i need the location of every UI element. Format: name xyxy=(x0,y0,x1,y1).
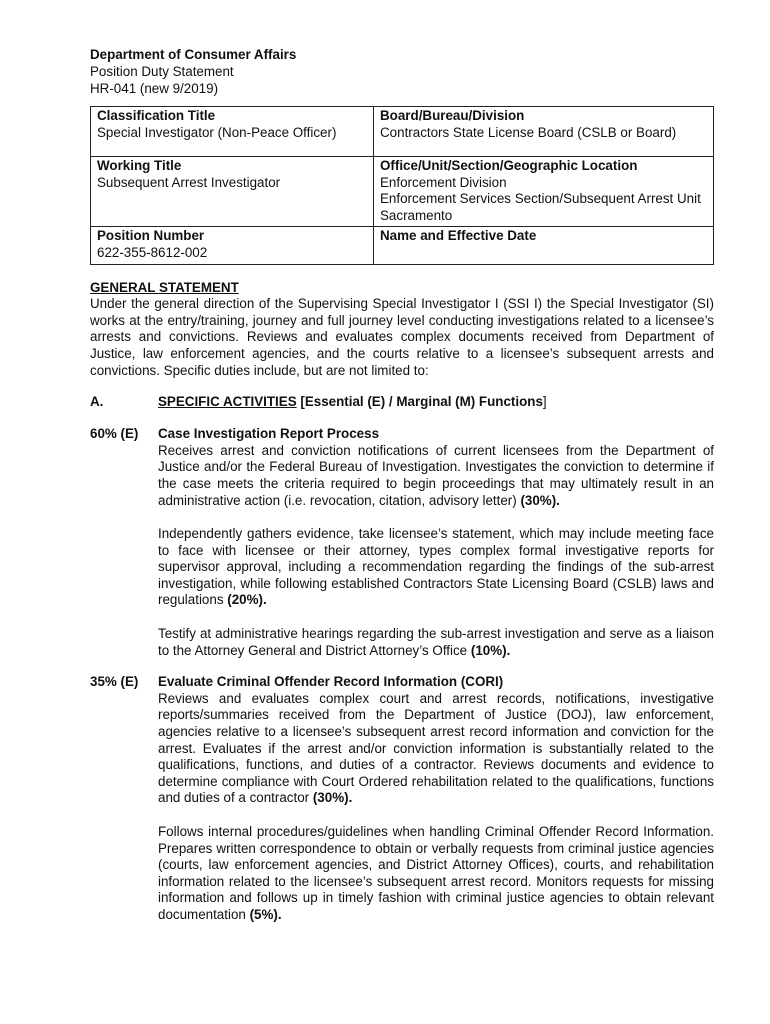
duty-paragraph-percent: (30%). xyxy=(520,492,560,508)
duty-paragraph-text: Testify at administrative hearings regarding the sub-arrest investigation and serve as a liaison to the Attorney General and District Attorney’s Office xyxy=(158,626,714,658)
position-number-value: 622-355-8612-002 xyxy=(97,244,208,260)
duty-paragraph xyxy=(158,824,714,924)
duty-statement-page xyxy=(90,46,714,924)
duty-percent: 35% (E) xyxy=(90,674,139,690)
general-statement-text: Under the general direction of the Supervising Special Investigator I (SSI I) the Special Investigator (SI) works at the entry/training, journey and full journey level conducting investigations related to a licensee’s arrests and convictions. Reviews and evaluates complex documents received from Department of Justice, law enforcement agencies, and the courts relative to a licensee’s subsequent arrests and convictions. Specific duties include, but are not limited to: xyxy=(90,296,714,378)
duty-paragraph xyxy=(158,691,714,807)
position-number-cell xyxy=(91,227,374,264)
office-value-section: Enforcement Services Section/Subsequent Arrest Unit Sacramento xyxy=(380,191,701,223)
document-header xyxy=(90,46,714,97)
duty-paragraph-text: Reviews and evaluates complex court and arrest records, notifications, investigative reports/summaries received from the Department of Justice (DOJ), law enforcement, agencies relative to a licensee’s subsequent arrest record information and conviction for the arrest. Evaluates if the arrest and/or conviction information is substantially related to the qualifications, functions, and duties of a contractor. Reviews documents and evidence to determine compliance with Court Ordered rehabilitation related to the qualifications, functions and duties of a contractor xyxy=(158,690,714,806)
duty-paragraph-percent: (30%). xyxy=(312,790,353,806)
duty-block xyxy=(90,674,714,923)
duty-body xyxy=(158,426,714,659)
section-letter: A. xyxy=(90,394,104,410)
department-name: Department of Consumer Affairs xyxy=(90,47,297,62)
board-cell xyxy=(374,107,714,157)
document-title: Position Duty Statement xyxy=(90,64,234,79)
position-info-table xyxy=(90,106,714,265)
section-title-rest: [Essential (E) / Marginal (M) Functions xyxy=(296,394,543,410)
form-number: HR-041 (new 9/2019) xyxy=(90,81,219,96)
working-title-value: Subsequent Arrest Investigator xyxy=(97,174,281,190)
duty-paragraph xyxy=(158,626,714,659)
office-cell xyxy=(374,157,714,227)
section-title-bracket: ] xyxy=(542,394,547,410)
duty-title: Case Investigation Report Process xyxy=(158,426,380,442)
working-title-label: Working Title xyxy=(97,158,182,173)
duty-paragraph-percent: (5%). xyxy=(249,906,282,922)
classification-value: Special Investigator (Non-Peace Officer) xyxy=(97,124,337,140)
duty-paragraph-text: Receives arrest and conviction notifications of current licensees from the Department of Justice and/or the Federal Bureau of Investigation. Investigates the conviction to determine if the case meets the criteria required to begin proceedings that may ultimately result in an administrative action (i.e. revocation, citation, advisory letter) xyxy=(158,442,714,508)
board-label: Board/Bureau/Division xyxy=(380,108,525,123)
duty-block xyxy=(90,426,714,659)
section-a-heading xyxy=(90,394,714,411)
duty-paragraph-percent: (10%). xyxy=(470,642,511,658)
duty-paragraph-text: Follows internal procedures/guidelines when handling Criminal Offender Record Information. Prepares written correspondence to obtain or verbally requests from criminal justice agencies (courts, law enforcement agencies, and District Attorney Offices), courts, and rehabilitation information related to the licensee’s subsequent arrest record. Monitors requests for missing information and follows up in timely fashion with criminal justice agencies to obtain relevant documentation xyxy=(158,824,714,922)
working-title-cell xyxy=(91,157,374,227)
duty-percent: 60% (E) xyxy=(90,426,139,442)
duty-body xyxy=(158,674,714,923)
section-title xyxy=(158,394,547,411)
duty-title: Evaluate Criminal Offender Record Information (CORI) xyxy=(158,674,504,690)
classification-label: Classification Title xyxy=(97,108,216,123)
duty-paragraph-percent: (20%). xyxy=(227,592,267,608)
duty-paragraph xyxy=(158,443,714,509)
name-date-cell xyxy=(374,227,714,264)
classification-cell xyxy=(91,107,374,157)
board-value: Contractors State License Board (CSLB or Board) xyxy=(380,124,677,140)
general-statement-heading: GENERAL STATEMENT xyxy=(90,279,239,295)
duty-paragraph xyxy=(158,526,714,609)
section-title-underlined: SPECIFIC ACTIVITIES xyxy=(158,394,297,410)
name-date-label: Name and Effective Date xyxy=(380,228,537,244)
duty-paragraph-text: Independently gathers evidence, take licensee’s statement, which may include meeting face to face with licensee or their attorney, types complex formal investigative reports for supervisor approval, including a recommendation regarding the findings of the sub-arrest investigation, while following established Contractors State Licensing Board (CSLB) laws and regulations xyxy=(158,526,714,608)
office-value-division: Enforcement Division xyxy=(380,174,507,190)
office-label: Office/Unit/Section/Geographic Location xyxy=(380,158,638,173)
position-number-label: Position Number xyxy=(97,228,205,244)
